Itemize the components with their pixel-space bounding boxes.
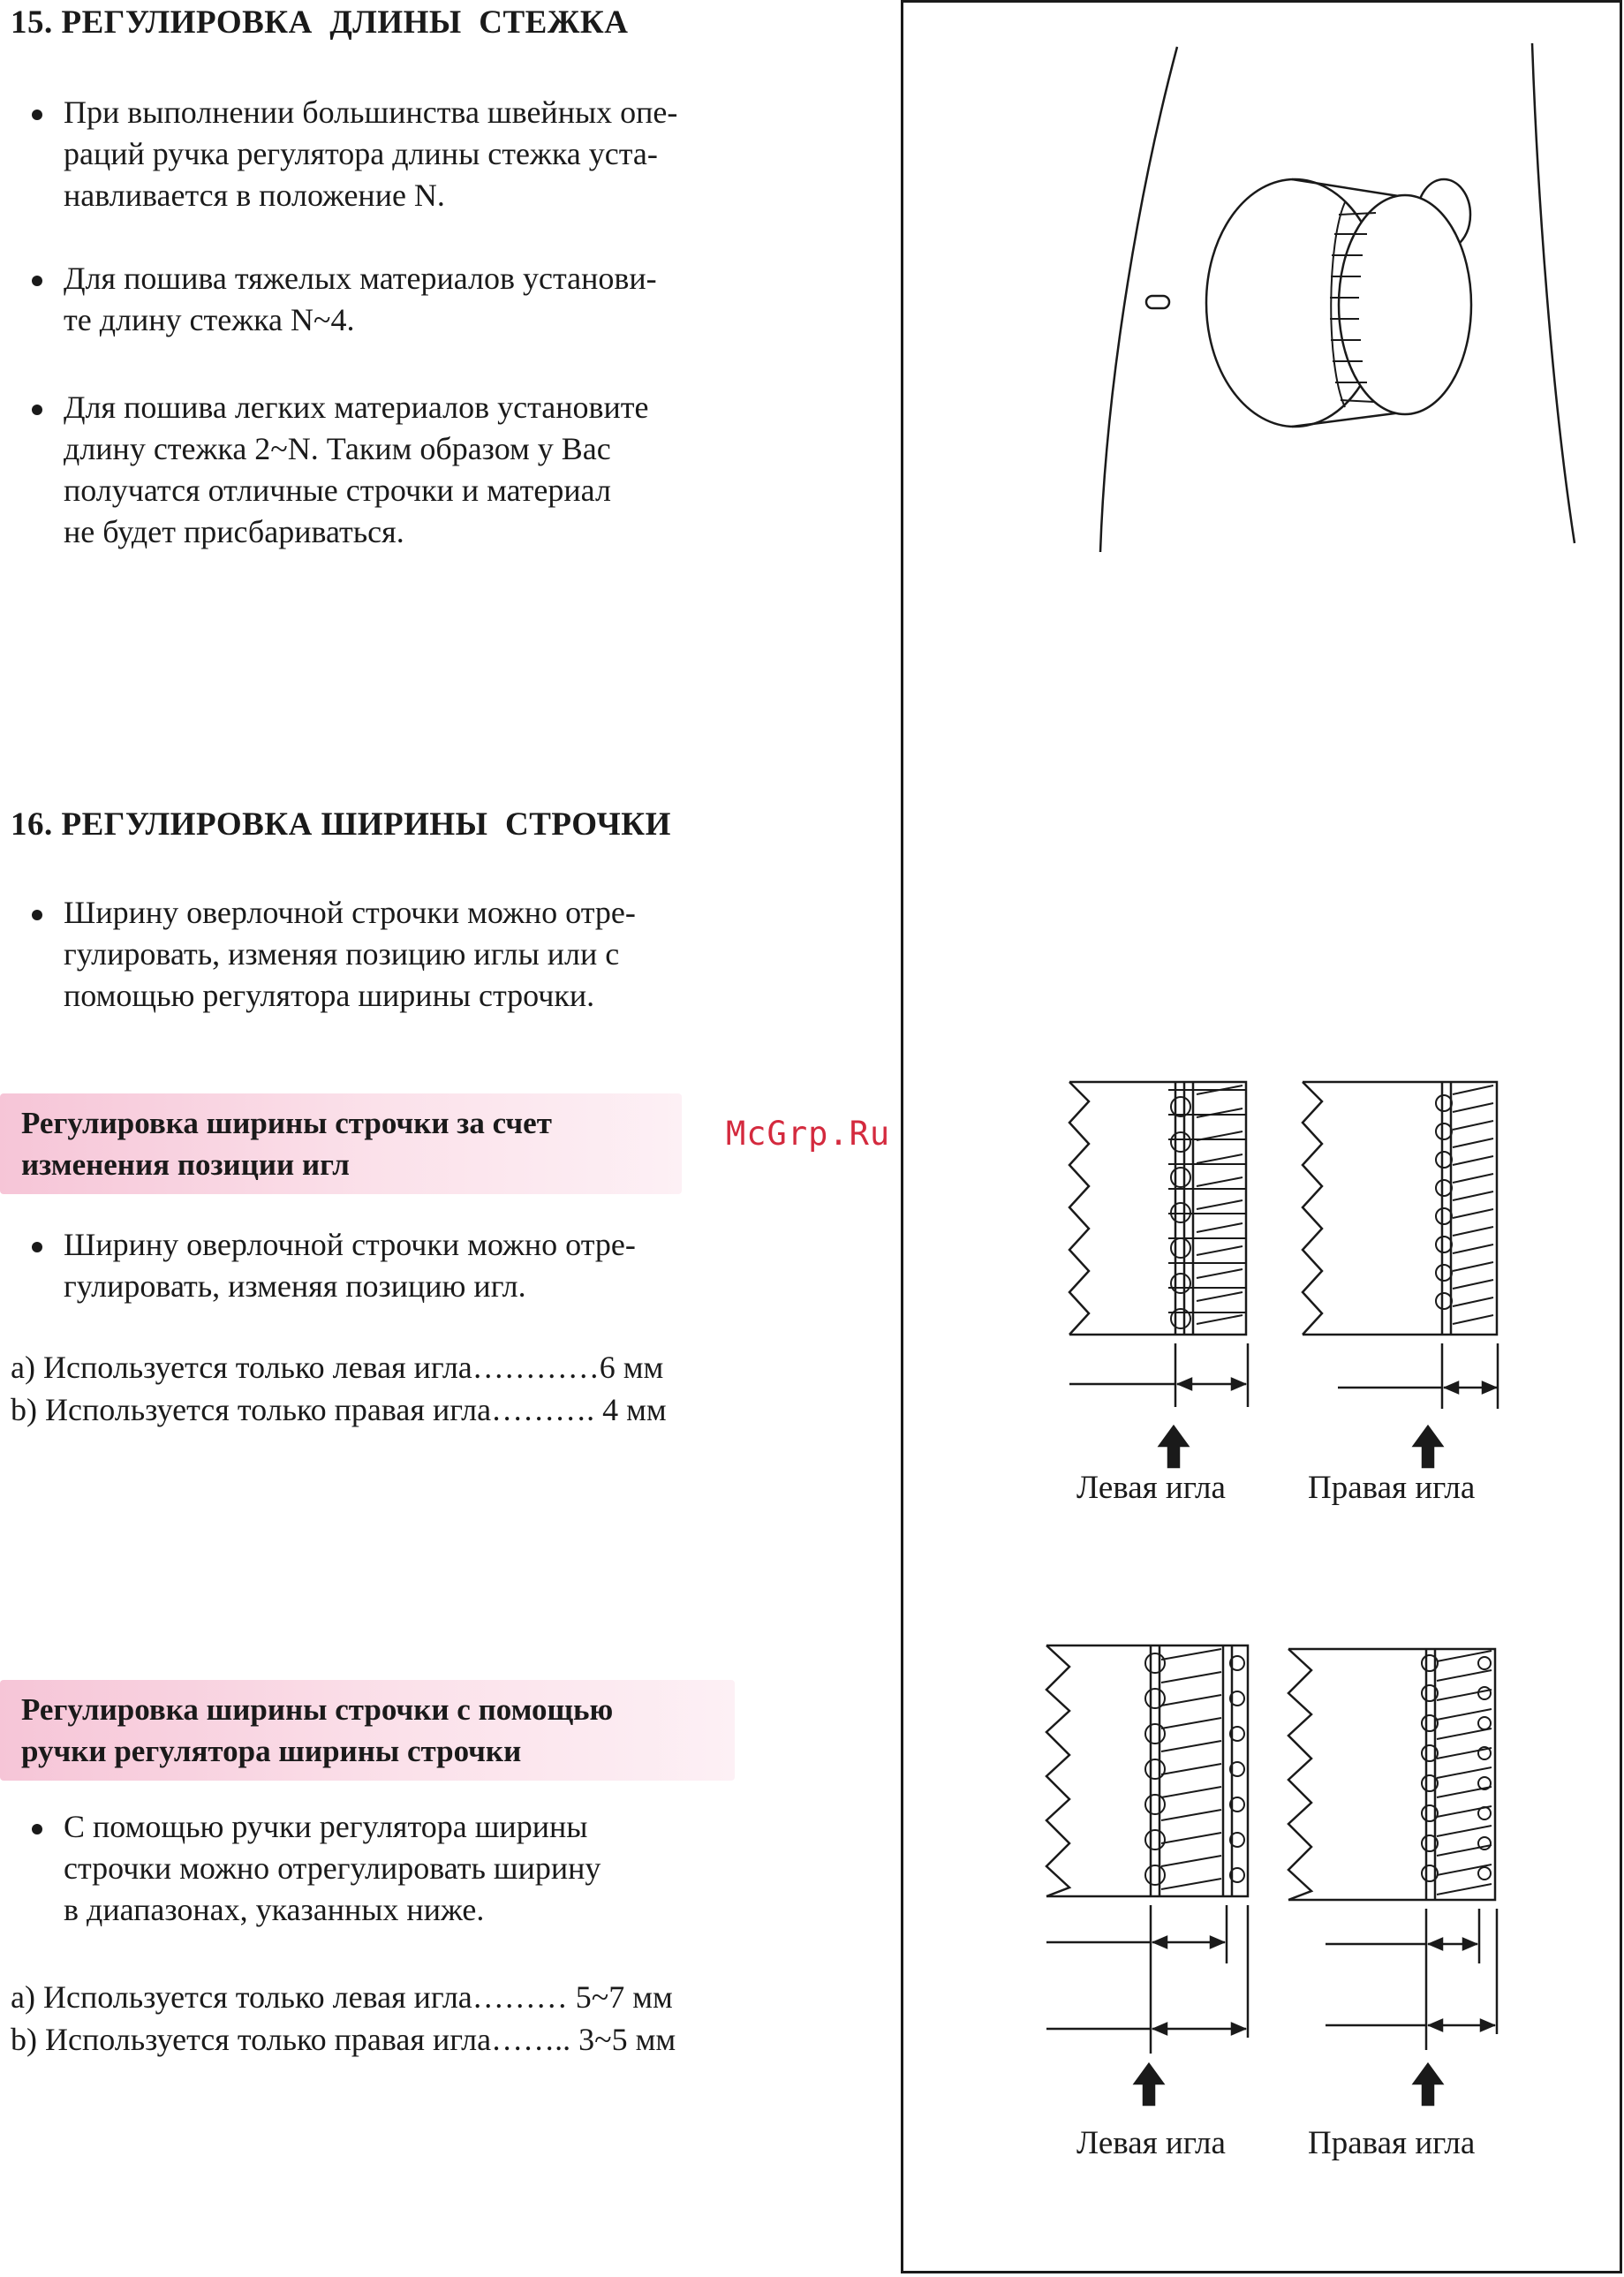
- illustrations-svg: [903, 3, 1624, 2276]
- needle-position-specs: a) Используется только левая игла…………6 мм b) Используется только правая игла………. 4 мм: [11, 1350, 667, 1427]
- section-15-bullet-2: Для пошива тяжелых материалов установи- те длину стежка N~4.: [64, 258, 657, 341]
- section-15-bullet-1: При выполнении большинства швейных опе- раций ручка регулятора длины стежка уста- навливается в положение N.: [64, 92, 677, 216]
- stitch-diagram-bottom-left: [1046, 1645, 1248, 2105]
- bullet-dot: [32, 405, 42, 415]
- section-16-intro-bullet: Ширину оверлочной строчки можно отре- гулировать, изменяя позицию иглы или с помощью регулятора ширины строчки.: [64, 892, 636, 1017]
- illustration-panel: [901, 0, 1622, 2273]
- bullet-dot: [32, 1242, 42, 1252]
- left-needle-arrow-top: [1159, 1426, 1188, 1467]
- needle-position-highlight-box: Регулировка ширины строчки за счет изменения позиции игл: [0, 1093, 682, 1194]
- section-16-title: 16. РЕГУЛИРОВКА ШИРИНЫ СТРОЧКИ: [11, 806, 671, 843]
- right-needle-arrow-top: [1414, 1426, 1442, 1467]
- right-needle-arrow-bottom: [1414, 2064, 1442, 2105]
- bullet-dot: [32, 276, 42, 286]
- watermark: McGrp.Ru: [726, 1115, 891, 1153]
- bullet-dot: [32, 910, 42, 920]
- stitch-diagram-top-left: [1069, 1082, 1248, 1467]
- left-needle-arrow-bottom: [1135, 2064, 1163, 2105]
- width-dial-bullet: С помощью ручки регулятора ширины строчки можно отрегулировать ширину в диапазонах, указанных ниже.: [64, 1806, 601, 1931]
- bullet-dot: [32, 1824, 42, 1834]
- section-15-bullet-3: Для пошива легких материалов установите длину стежка 2~N. Таким образом у Вас получатся отличные строчки и материал не будет присбариваться.: [64, 387, 648, 553]
- bullet-dot: [32, 110, 42, 120]
- caption-left-needle-top: Левая игла: [1076, 1470, 1226, 1506]
- needle-position-bullet: Ширину оверлочной строчки можно отре- гулировать, изменяя позицию игл.: [64, 1224, 636, 1307]
- stitch-length-dial-illustration: [1100, 43, 1575, 552]
- stitch-diagram-top-right: [1303, 1082, 1498, 1467]
- caption-left-needle-bottom: Левая игла: [1076, 2125, 1226, 2161]
- width-dial-highlight-box: Регулировка ширины строчки с помощью ручки регулятора ширины строчки: [0, 1680, 735, 1781]
- stitch-diagram-bottom-right: [1288, 1649, 1497, 2105]
- caption-right-needle-bottom: Правая игла: [1308, 2125, 1476, 2161]
- width-dial-specs: a) Используется только левая игла……… 5~7 мм b) Используется только правая игла…….. 3~5 мм: [11, 1979, 676, 2057]
- section-15-title: 15. РЕГУЛИРОВКА ДЛИНЫ СТЕЖКА: [11, 4, 629, 41]
- caption-right-needle-top: Правая игла: [1308, 1470, 1476, 1506]
